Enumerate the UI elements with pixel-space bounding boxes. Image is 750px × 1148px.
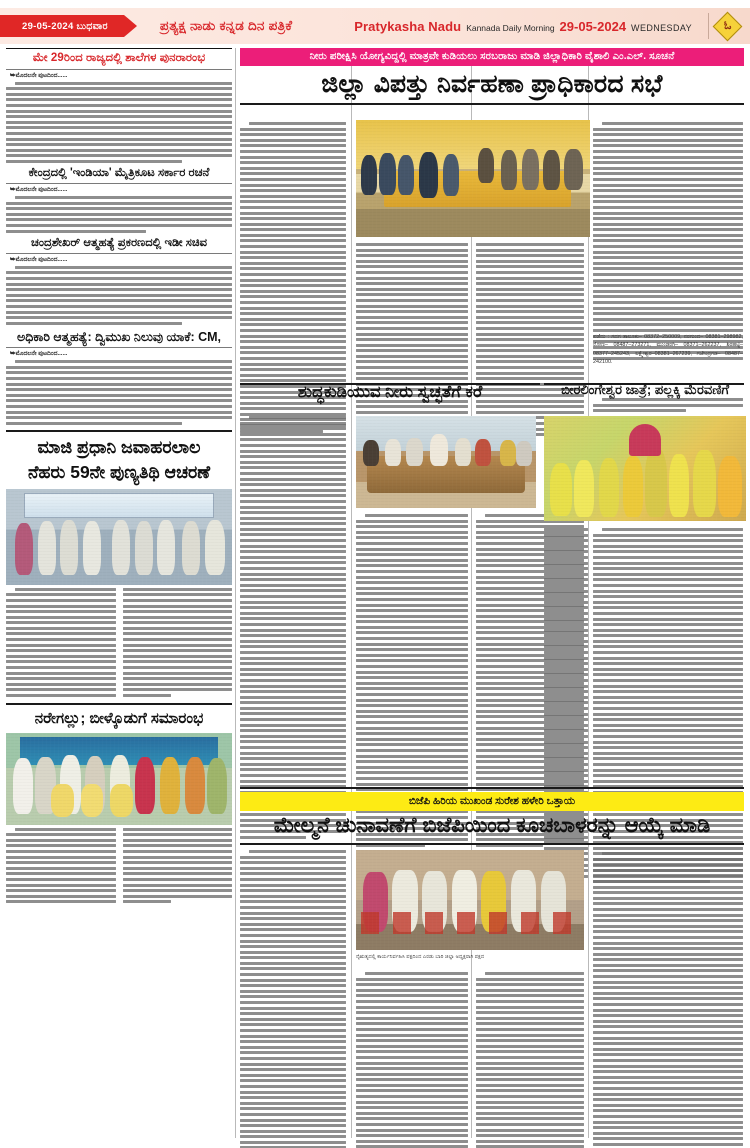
masthead-divider xyxy=(708,13,709,39)
left-story-4-body xyxy=(6,360,232,425)
lead-body-col-4 xyxy=(593,122,743,363)
left-story-6-headline: ನರೇಗಲ್ಲು; ಬೀಳ್ಕೊಡುಗೆ ಸಮಾರಂಭ xyxy=(34,709,204,727)
lead-body-col-4-cont xyxy=(593,398,743,415)
bottom-body-col-3 xyxy=(476,972,584,1148)
left-story-3-body xyxy=(6,266,232,325)
logo-glyph: ಓ xyxy=(723,19,732,32)
divider-thick xyxy=(240,103,744,105)
column-rule-1 xyxy=(235,48,236,1138)
photo-grain xyxy=(544,416,746,521)
jatre-procession-photo xyxy=(544,416,746,521)
right-story-headline: ಬೀರಲಿಂಗೇಶ್ವರ ಜಾತ್ರೆ; ಪಲ್ಲಕ್ಕಿ ಮೆರವಣಿಗೆ xyxy=(561,382,729,397)
left-story-1-headline: ಮೇ 29ರಿಂದ ರಾಜ್ಯದಲ್ಲಿ ಶಾಲೆಗಳ ಪುನರಾರಂಭ xyxy=(32,52,206,64)
masthead-date: 29-05-2024 xyxy=(559,18,627,34)
mid-story-headline: ಶುದ್ಧಕುಡಿಯುವ ನೀರು ಸ್ವಚ್ಛತೆಗೆ ಕರೆ xyxy=(297,383,483,401)
divider xyxy=(6,183,232,184)
divider-thick xyxy=(240,843,744,845)
lead-story xyxy=(240,48,744,108)
lead-kicker: ನೀರು ಪರೀಕ್ಷಿಸಿ ಯೋಗ್ಯವಿದ್ದಲ್ಲಿ ಮಾತ್ರವೇ ಕುಡಿಯಲು ಸರಬರಾಜು ಮಾಡಿ ಜಿಲ್ಲಾಧಿಕಾರಿ ವೈಶಾಲಿ ಎಂ.ಎಲ್. ಸೂಚನೆ xyxy=(240,48,744,66)
taluk-office-meeting-photo xyxy=(356,416,536,508)
left-story-4-byline: ➥ಮೊದಲನೇ ಪುಟದಿಂದ...... xyxy=(10,351,68,358)
left-story-2-headline: ಕೇಂದ್ರದಲ್ಲಿ 'ಇಂಡಿಯಾ' ಮೈತ್ರಿಕೂಟ ಸರ್ಕಾರ ರಚನೆ xyxy=(28,166,210,179)
bottom-body-col-1 xyxy=(240,850,346,1148)
bjp-leaders-group-photo xyxy=(356,850,584,950)
left-story-3-byline: ➥ಮೊದಲನೇ ಪುಟದಿಂದ...... xyxy=(10,256,68,263)
divider xyxy=(6,347,232,348)
bottom-body-col-2 xyxy=(356,972,468,1148)
district-disaster-meeting-photo xyxy=(356,120,590,237)
bottom-kicker: ಬಿಜೆಪಿ ಹಿರಿಯ ಮುಖಂಡ ಸುರೇಶ ಹಳೇರಿ ಒತ್ತಾಯ xyxy=(240,792,744,811)
divider xyxy=(6,253,232,254)
left-story-5 xyxy=(6,435,232,700)
photo-grain xyxy=(356,416,536,508)
masthead xyxy=(0,8,750,44)
paper-logo-icon xyxy=(713,11,743,41)
page-columns xyxy=(4,48,746,1144)
farewell-group-photo xyxy=(6,733,232,825)
left-story-2-byline: ➥ಮೊದಲನೇ ಪುಟದಿಂದ...... xyxy=(10,187,68,194)
bottom-story xyxy=(240,784,744,848)
bottom-photo-caption: ನೈಋತ್ಯದಲ್ಲಿ ಕಾರ್ಯನಿರ್ವಹಿಸಿ ಪಕ್ಷದಿಂದ ಎರಡು ಬಾರಿ ಜಿಲ್ಲಾ ಅಧ್ಯಕ್ಷರಾಗಿ ಪಕ್ಷದ xyxy=(356,954,485,960)
bottom-body-col-4 xyxy=(593,852,743,1148)
left-column xyxy=(6,48,232,906)
left-story-1-body xyxy=(6,82,232,163)
masthead-tagline: Kannada Daily Morning xyxy=(466,22,555,33)
left-story-5-body xyxy=(6,588,232,700)
left-story-1-byline: ➥ಮೊದಲನೇ ಪುಟದಿಂದ...... xyxy=(10,72,68,79)
photo-grain xyxy=(356,120,590,237)
masthead-weekday: WEDNESDAY xyxy=(631,22,692,33)
left-story-5-headline-2: ನೆಹರು 59ನೇ ಪುಣ್ಯತಿಥಿ ಆಚರಣೆ xyxy=(27,461,211,482)
left-story-2-body xyxy=(6,196,232,233)
mid-body-col-1 xyxy=(240,416,346,841)
helpline-numbers: ಪಡೆದು : ಗದಗ ತಾಲೂಕು– 08372–250009, ನರಗುಂದ– 08381–298982, ರೋಣ– 08487–273271, ಮುಂಡರಗಿ– 08371–262237, ಶಿರಹಟ್ಟಿ–08377–245243, ಲಕ್ಷ್ಮೇಶ್ವರ–08381–267239, ಗಜೇಂದ್ರಗಡ– 08487–242100. xyxy=(593,334,743,366)
divider-thick xyxy=(6,430,232,432)
photo-grain xyxy=(6,489,232,585)
masthead-kannada-title: ಪ್ರತ್ಯಕ್ಷ ನಾಡು ಕನ್ನಡ ದಿನ ಪತ್ರಿಕೆ xyxy=(159,18,293,33)
left-story-1 xyxy=(6,48,232,163)
divider-thick xyxy=(240,787,744,789)
left-story-3-headline: ಚಂದ್ರಶೇಖರ್ ಆತ್ಮಹತ್ಯೆ ಪ್ರಕರಣದಲ್ಲಿ ಇಡೀ ಸಚಿವ xyxy=(31,236,207,249)
left-story-2 xyxy=(6,167,232,233)
bottom-headline: ಮೇಲ್ಮನೆ ಚುನಾವಣೆಗೆ ಬಿಜೆಪಿಯಿಂದ ಕೂಚಬಾಳರನ್ನು ಆಯ್ಕೆ ಮಾಡಿ xyxy=(273,813,711,837)
left-story-6-body xyxy=(6,828,232,906)
column-rule-2 xyxy=(351,48,352,1138)
left-story-6 xyxy=(6,703,232,906)
photo-grain xyxy=(6,733,232,825)
congress-event-photo xyxy=(6,489,232,585)
photo-grain xyxy=(356,850,584,950)
left-story-3 xyxy=(6,237,232,325)
left-story-5-headline-1: ಮಾಜಿ ಪ್ರಧಾನಿ ಜವಾಹರಲಾಲ xyxy=(37,436,201,457)
divider xyxy=(6,69,232,70)
left-story-4-headline: ಅಧಿಕಾರಿ ಆತ್ಮಹತ್ಯೆ: ದ್ವಿಮುಖ ನಿಲುವು ಯಾಕೆ: CM, xyxy=(16,329,222,344)
masthead-paper-name: Pratykasha Nadu xyxy=(354,18,462,34)
masthead-date-flag: 29-05-2024 ಬುಧವಾರ xyxy=(0,15,124,37)
lead-body-col-3 xyxy=(476,243,584,439)
lead-body-col-2 xyxy=(356,243,468,439)
divider-thick xyxy=(6,703,232,705)
masthead-english-block xyxy=(354,19,700,34)
lead-headline: ಜಿಲ್ಲಾ ವಿಪತ್ತು ನಿರ್ವಹಣಾ ಪ್ರಾಧಿಕಾರದ ಸಭೆ xyxy=(321,70,663,99)
left-story-4 xyxy=(6,330,232,432)
